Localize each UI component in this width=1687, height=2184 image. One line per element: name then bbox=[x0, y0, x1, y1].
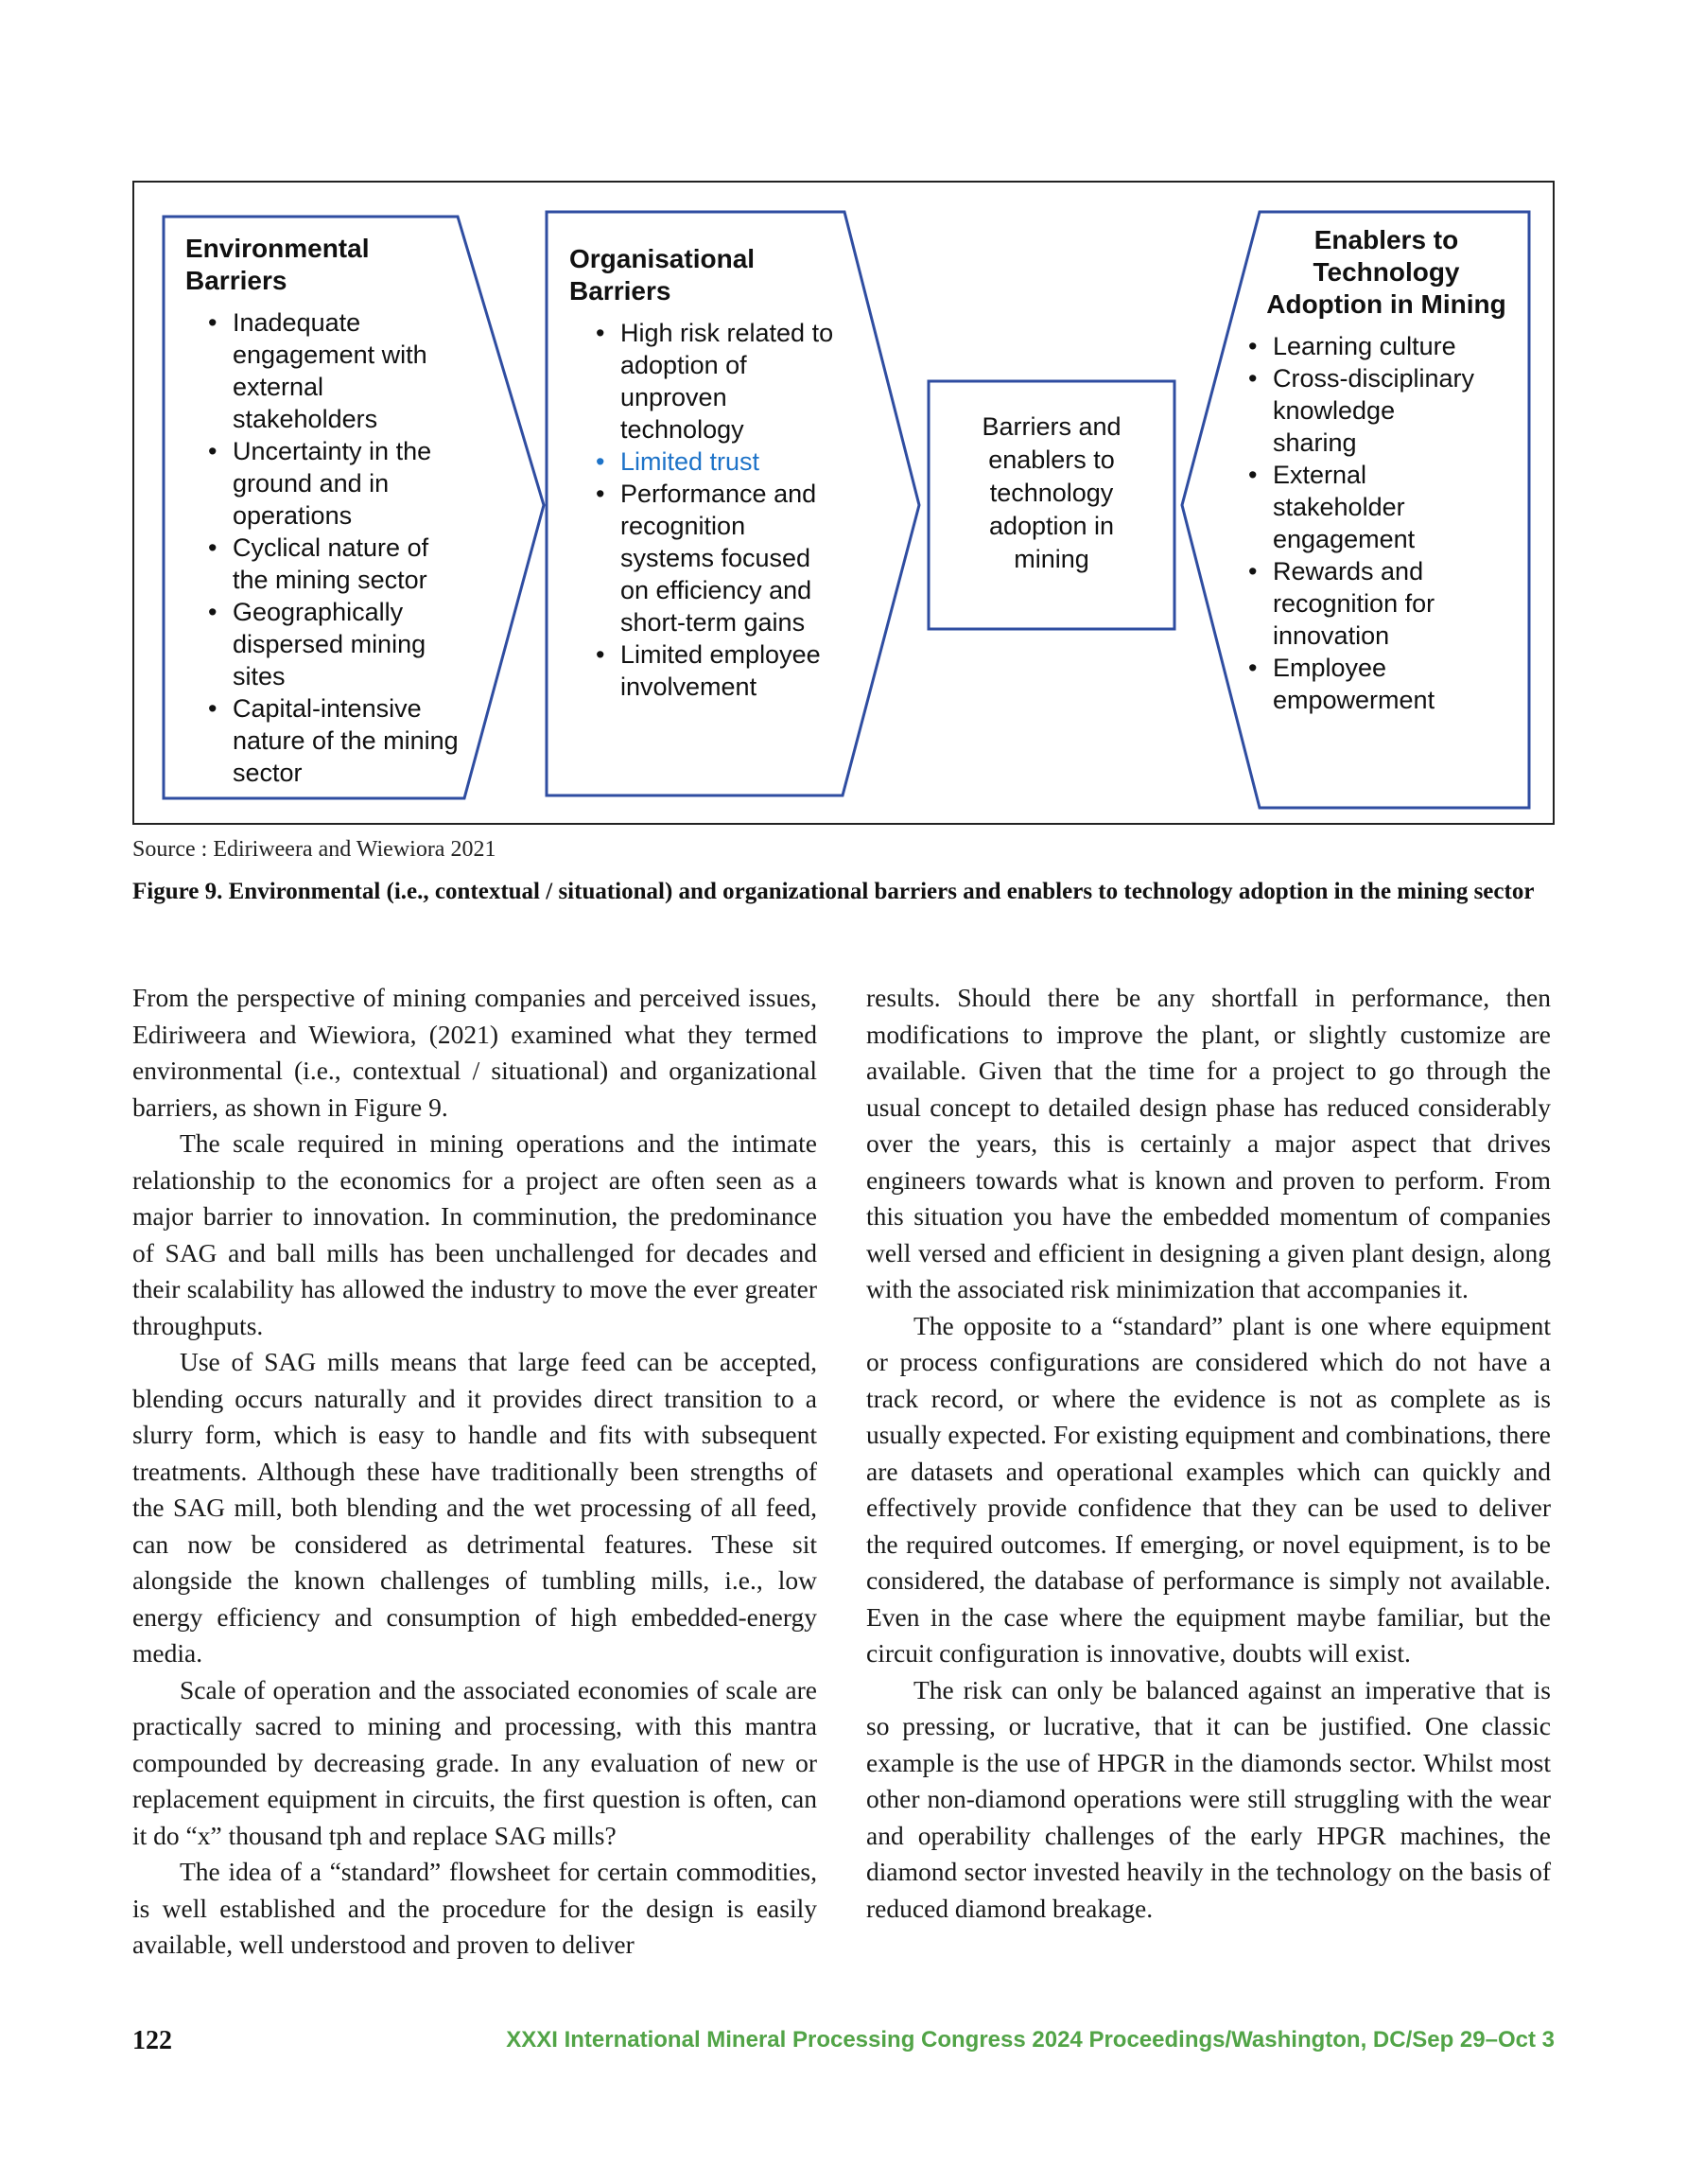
list-item: • External stakeholder engagement bbox=[1243, 459, 1538, 555]
list-item: • Employee empowerment bbox=[1243, 652, 1538, 716]
list-item: • Rewards and recognition for innovation bbox=[1243, 555, 1538, 652]
list-item: • Geographically dispersed mining sites bbox=[202, 596, 497, 692]
heading-line: Environmental bbox=[185, 234, 370, 263]
list-item-highlighted: • Limited trust bbox=[590, 446, 881, 478]
list-item: • Cross-disciplinary knowledge sharing bbox=[1243, 362, 1538, 459]
paragraph: The risk can only be balanced against an imperative that is so pressing, or lucrative, that it can be justified. One classic example is the use of HPGR in the diamonds sector. Whilst most other non-diamond operations were still struggling with the wear and operability challenges of the early HPGR machines, the diamond sector invested heavily in the technology on the basis of reduced diamond breakage. bbox=[866, 1674, 1551, 1923]
paragraph: The idea of a “standard” flowsheet for certain commodities, is well established and the procedure for the design is easily available, well understood and proven to deliver bbox=[132, 1857, 817, 1959]
list-item: • Cyclical nature of the mining sector bbox=[202, 532, 497, 596]
list-item: • Learning culture bbox=[1243, 330, 1538, 362]
list-item: • Limited employee involvement bbox=[590, 638, 881, 703]
figure-caption: Figure 9. Environmental (i.e., contextual / situational) and organizational barriers and enablers to technology adoption in the mining sector bbox=[132, 879, 1535, 904]
paragraph: From the perspective of mining companies and perceived issues, Ediriweera and Wiewiora, (2021) examined what they termed environmental (i.e., contextual / situational) and organizational barriers, as shown in Figure 9. bbox=[132, 983, 817, 1122]
paragraph: Scale of operation and the associated economies of scale are practically sacred to mining and processing, with this mantra compounded by decreasing grade. In any evaluation of new or replacement equipment in circuits, the first question is often, can it do “x” thousand tph and replace SAG mills? bbox=[132, 1674, 817, 1850]
figure-source: Source : Ediriweera and Wiewiora 2021 bbox=[132, 837, 496, 862]
page-number: 122 bbox=[132, 2026, 172, 2055]
list-item: • Uncertainty in the ground and in operations bbox=[202, 435, 497, 532]
environmental-barriers-list bbox=[202, 306, 497, 789]
list-item: • Inadequate engagement with external stakeholders bbox=[202, 306, 497, 435]
environmental-barriers-heading bbox=[185, 233, 497, 297]
heading-line: Organisational bbox=[569, 244, 756, 273]
center-line: Barriers and bbox=[982, 412, 1122, 441]
heading-line: Barriers bbox=[569, 276, 671, 306]
paragraph: results. Should there be any shortfall in performance, then modifications to improve the plant, or slightly customize are available. Given that the time for a project to go through the usual concept to detailed design phase has reduced considerably over the years, this is certainly a major aspect that drives engineers towards what is known and proven to perform. From this situation you have the embedded momentum of companies well versed and efficient in designing a given plant design, along with the associated risk minimization that accompanies it. bbox=[866, 983, 1551, 1303]
heading-line: Barriers bbox=[185, 266, 287, 295]
organisational-barriers-heading bbox=[569, 243, 881, 307]
enablers-block bbox=[1235, 224, 1538, 716]
enablers-list bbox=[1243, 330, 1538, 716]
running-footer-title: XXXI International Mineral Processing Congress 2024 Proceedings/Washington, DC/Sep 29–Oct 3 bbox=[506, 2027, 1555, 2053]
center-line: adoption in bbox=[988, 512, 1115, 540]
heading-line: Enablers to bbox=[1313, 225, 1459, 254]
environmental-barriers-block bbox=[185, 233, 497, 789]
paragraph: Use of SAG mills means that large feed can be accepted, blending occurs naturally and it provides direct transition to a slurry form, which is easy to handle and fits with subsequent treatments. Although these have traditionally been strengths of the SAG mill, both blending and the wet processing of all feed, can now be considered as detrimental features. These sit alongside the known challenges of tumbling mills, i.e., low energy efficiency and consumption of high embedded-energy media. bbox=[132, 1347, 817, 1668]
paragraph: The scale required in mining operations and the intimate relationship to the economics for a project are often seen as a major barrier to innovation. In comminution, the predominance of SAG and ball mills has been unchallenged for decades and their scalability has allowed the industry to move the ever greater throughputs. bbox=[132, 1128, 817, 1340]
organisational-barriers-block bbox=[569, 243, 881, 703]
right-column bbox=[866, 980, 1551, 1927]
center-line: mining bbox=[1014, 545, 1089, 573]
left-column bbox=[132, 980, 817, 1964]
list-item: • Capital-intensive nature of the mining sector bbox=[202, 692, 497, 789]
list-item: • High risk related to adoption of unproven technology bbox=[590, 317, 881, 446]
heading-line: Technology bbox=[1313, 257, 1460, 287]
heading-line: Adoption in Mining bbox=[1266, 289, 1506, 319]
center-line: enablers to bbox=[988, 446, 1115, 474]
center-box-text bbox=[929, 411, 1174, 576]
paragraph: The opposite to a “standard” plant is one where equipment or process configurations are considered which do not have a track record, or where the evidence is not as complete as is usually expected. For existing equipment and combinations, there are datasets and operational examples which can quickly and effectively provide confidence that they can be used to deliver the required outcomes. If emerging, or novel equipment, is to be considered, the database of performance is simply not available. Even in the case where the equipment maybe familiar, but the circuit configuration is innovative, doubts will exist. bbox=[866, 1310, 1551, 1668]
list-item: • Performance and recognition systems focused on efficiency and short-term gains bbox=[590, 478, 881, 638]
center-line: technology bbox=[989, 479, 1114, 507]
organisational-barriers-list bbox=[590, 317, 881, 703]
enablers-heading bbox=[1235, 224, 1538, 321]
